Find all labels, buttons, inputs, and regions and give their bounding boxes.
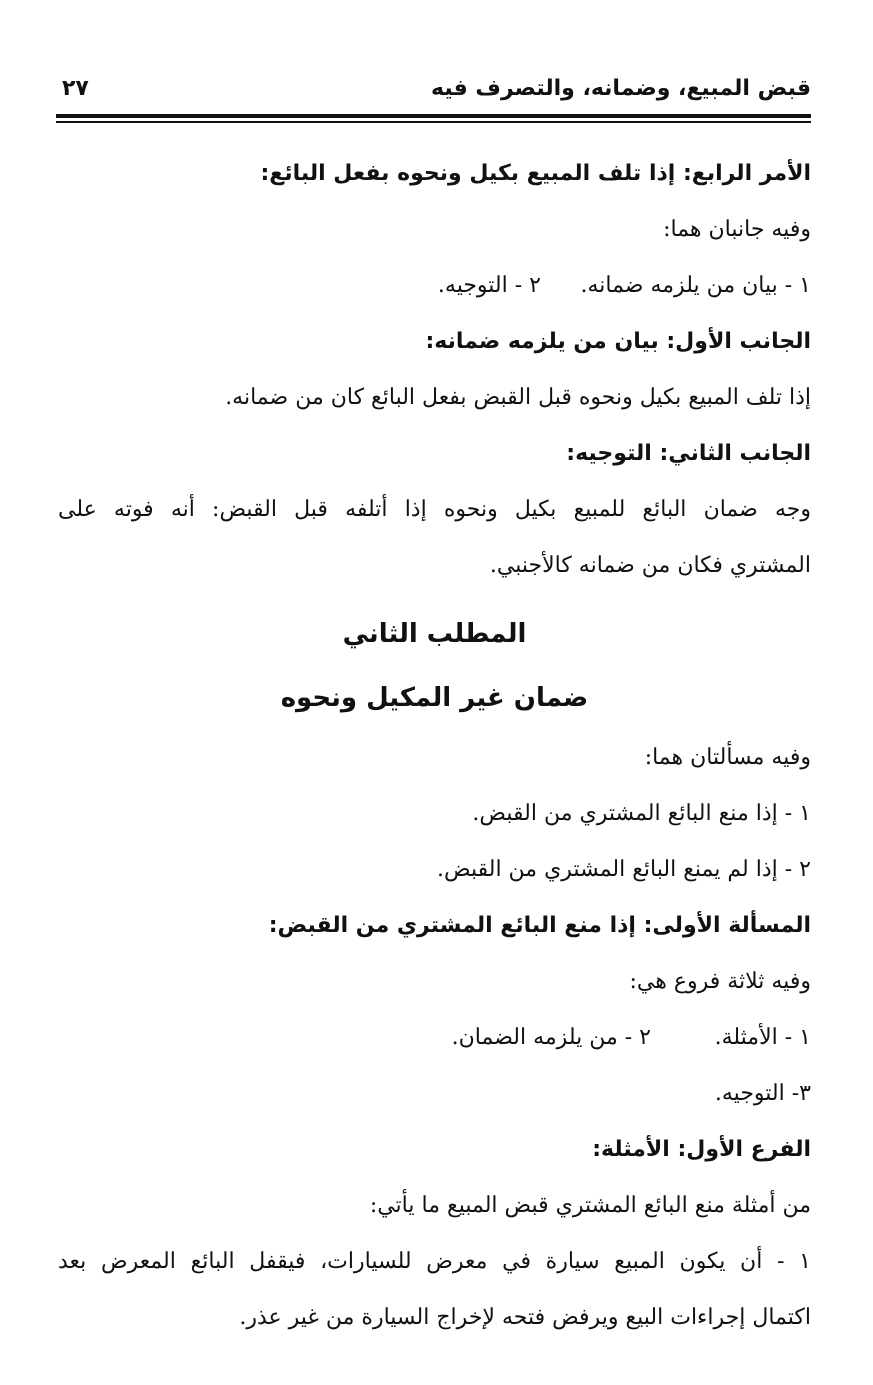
branch1-intro: من أمثلة منع البائع المشتري قبض المبيع ما يأتي: — [369, 1193, 811, 1218]
example1-line2: اكتمال إجراءات البيع ويرفض فتحه لإخراج السيارة من غير عذر. — [239, 1305, 811, 1330]
list-item: ٣- التوجيه. — [714, 1081, 811, 1106]
side2-text-line1: وجه ضمان البائع للمبيع بكيل ونحوه إذا أتلفه قبل القبض: أنه فوته على — [58, 497, 811, 522]
list-item: ١ - الأمثلة. — [714, 1025, 811, 1050]
example1-line1: ١ - أن يكون المبيع سيارة في معرض للسيارات، فيقفل البائع المعرض بعد — [58, 1249, 811, 1274]
page-body — [58, 146, 811, 1346]
side1-heading: الجانب الأول: بيان من يلزمه ضمانه: — [425, 329, 811, 354]
item4-heading: الأمر الرابع: إذا تلف المبيع بكيل ونحوه بفعل البائع: — [260, 161, 811, 186]
list-item: ٢ - إذا لم يمنع البائع المشتري من القبض. — [437, 857, 811, 882]
item4-intro: وفيه جانبان هما: — [663, 217, 811, 242]
header-rule-thick — [56, 114, 811, 118]
section-title: المطلب الثاني — [342, 619, 527, 649]
list-item: ٢ - التوجيه. — [437, 273, 541, 298]
item4-list — [58, 258, 811, 314]
header-rule-thin — [56, 121, 811, 123]
section-intro: وفيه مسألتان هما: — [644, 745, 811, 770]
question1-intro: وفيه ثلاثة فروع هي: — [629, 969, 811, 994]
question1-heading: المسألة الأولى: إذا منع البائع المشتري من القبض: — [268, 913, 811, 938]
list-item: ١ - إذا منع البائع المشتري من القبض. — [472, 801, 811, 826]
page-number: ٢٧ — [62, 76, 89, 101]
branch1-heading: الفرع الأول: الأمثلة: — [592, 1137, 811, 1162]
running-title: قبض المبيع، وضمانه، والتصرف فيه — [431, 76, 811, 101]
side2-text-line2: المشتري فكان من ضمانه كالأجنبي. — [489, 553, 811, 578]
page-header — [56, 72, 811, 112]
section-subtitle: ضمان غير المكيل ونحوه — [280, 683, 589, 713]
list-item: ٢ - من يلزمه الضمان. — [451, 1025, 651, 1050]
side1-text: إذا تلف المبيع بكيل ونحوه قبل القبض بفعل البائع كان من ضمانه. — [225, 385, 811, 410]
side2-heading: الجانب الثاني: التوجيه: — [566, 441, 811, 466]
list-item: ١ - بيان من يلزمه ضمانه. — [580, 273, 811, 298]
question1-list — [58, 1010, 811, 1066]
